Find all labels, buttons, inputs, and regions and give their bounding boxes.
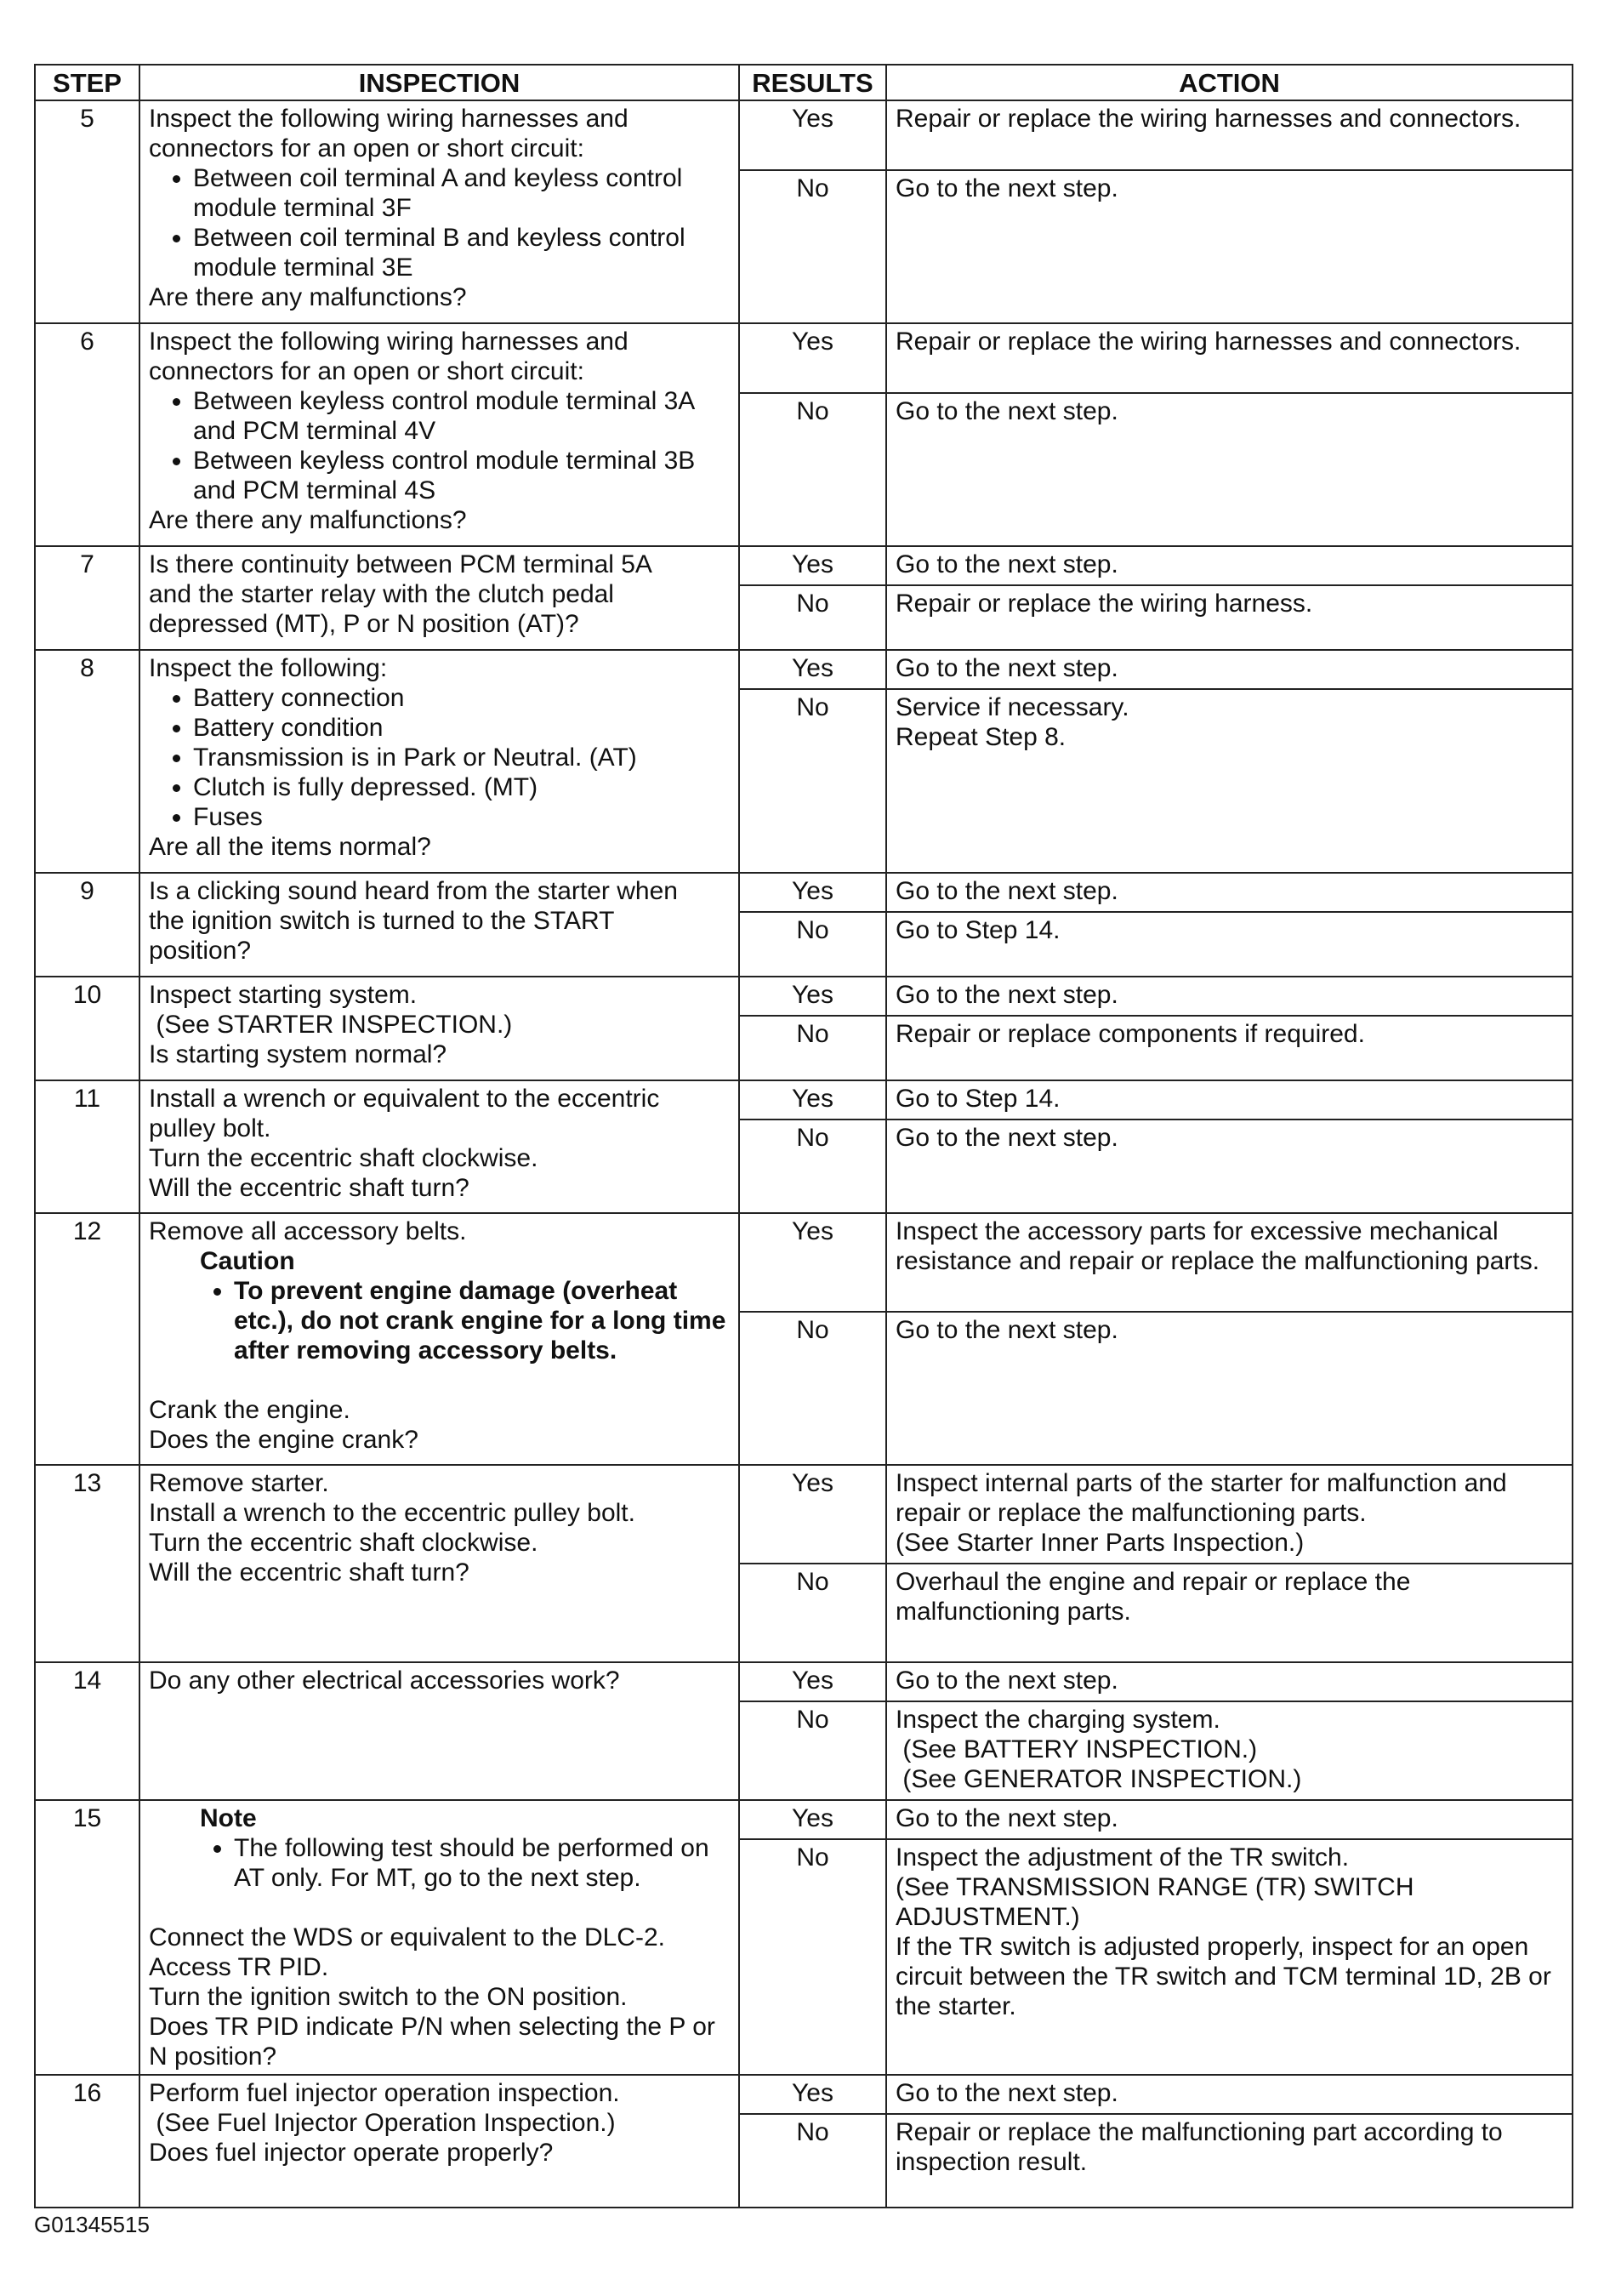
inspection-text: Inspect starting system. — [149, 981, 418, 1009]
caution-text: • To prevent engine damage (overheat etc.), do not crank engine for a long time after removing accessory belts. — [234, 1276, 730, 1365]
inspection-text: Inspect the following wiring harnesses and — [149, 105, 629, 133]
inspection-cell — [139, 1662, 739, 1800]
result-no: No — [739, 393, 886, 546]
table-row — [35, 1465, 1573, 1564]
table-row — [35, 650, 1573, 689]
result-no: No — [739, 1701, 886, 1800]
table-row — [35, 2075, 1573, 2114]
inspection-text: Remove starter. — [149, 1469, 329, 1497]
inspection-text: Inspect the following: — [149, 654, 388, 682]
table-header-row — [35, 65, 1573, 100]
step-number: 7 — [35, 546, 139, 650]
action-yes: Go to the next step. — [886, 546, 1573, 585]
inspection-bullet: • Between coil terminal A and keyless control module terminal 3F — [193, 163, 730, 223]
spacer — [149, 1893, 730, 1923]
step-number: 5 — [35, 100, 139, 323]
inspection-cell — [139, 650, 739, 873]
inspection-bullet: • Battery connection — [193, 683, 730, 713]
inspection-text: Install a wrench or equivalent to the eccentric — [149, 1085, 660, 1113]
inspection-text: the ignition switch is turned to the START — [149, 907, 615, 935]
action-yes: Go to the next step. — [886, 1662, 1573, 1701]
result-yes: Yes — [739, 1213, 886, 1312]
inspection-text: Remove all accessory belts. — [149, 1217, 467, 1245]
action-no: Go to the next step. — [886, 393, 1573, 546]
result-yes: Yes — [739, 323, 886, 393]
inspection-bullet: • Clutch is fully depressed. (MT) — [193, 772, 730, 802]
result-no: No — [739, 2114, 886, 2208]
result-no: No — [739, 1120, 886, 1213]
result-yes: Yes — [739, 1465, 886, 1564]
action-no: Repair or replace components if required. — [886, 1016, 1573, 1080]
action-yes: Repair or replace the wiring harnesses and connectors. — [886, 323, 1573, 393]
inspection-text: (See STARTER INSPECTION.) — [149, 1011, 513, 1039]
inspection-question: Does TR PID indicate P/N when selecting the P or N position? — [149, 2013, 715, 2071]
step-number: 16 — [35, 2075, 139, 2208]
action-text: (See GENERATOR INSPECTION.) — [896, 1765, 1302, 1793]
inspection-text: Will the eccentric shaft turn? — [149, 1174, 469, 1202]
inspection-bullet: • Battery condition — [193, 713, 730, 743]
inspection-text: depressed (MT), P or N position (AT)? — [149, 610, 579, 638]
action-text: Repeat Step 8. — [896, 723, 1066, 751]
table-row — [35, 873, 1573, 912]
result-no: No — [739, 689, 886, 873]
action-text: (See Starter Inner Parts Inspection.) — [896, 1529, 1305, 1557]
inspection-text: Turn the eccentric shaft clockwise. — [149, 1144, 538, 1172]
inspection-text: Access TR PID. — [149, 1953, 329, 1981]
result-no: No — [739, 170, 886, 323]
result-no: No — [739, 1564, 886, 1662]
table-row — [35, 323, 1573, 393]
result-yes: Yes — [739, 2075, 886, 2114]
result-yes: Yes — [739, 873, 886, 912]
result-yes: Yes — [739, 546, 886, 585]
header-action: ACTION — [886, 65, 1573, 100]
table-row — [35, 1800, 1573, 1839]
inspection-cell — [139, 1080, 739, 1213]
inspection-text: Inspect the following wiring harnesses and — [149, 328, 629, 356]
header-step: STEP — [35, 65, 139, 100]
inspection-question: Do any other electrical accessories work? — [149, 1666, 620, 1695]
diagnostic-table — [34, 64, 1573, 2208]
inspection-text: position? — [149, 937, 252, 965]
action-yes: Go to the next step. — [886, 873, 1573, 912]
result-no: No — [739, 912, 886, 977]
inspection-cell — [139, 873, 739, 977]
note-text: • The following test should be performed on AT only. For MT, go to the next step. — [234, 1833, 730, 1893]
inspection-cell — [139, 323, 739, 546]
table-row — [35, 1213, 1573, 1312]
inspection-text: Turn the eccentric shaft clockwise. — [149, 1529, 538, 1557]
step-number: 14 — [35, 1662, 139, 1800]
inspection-text: Crank the engine. — [149, 1396, 350, 1424]
table-row — [35, 977, 1573, 1016]
result-yes: Yes — [739, 1662, 886, 1701]
spacer — [149, 1365, 730, 1395]
figure-id: G01345515 — [34, 2212, 150, 2237]
step-number: 12 — [35, 1213, 139, 1465]
step-number: 8 — [35, 650, 139, 873]
action-text: (See TRANSMISSION RANGE (TR) SWITCH ADJUSTMENT.) — [896, 1873, 1414, 1932]
step-number: 9 — [35, 873, 139, 977]
action-no: Repair or replace the wiring harness. — [886, 585, 1573, 650]
table-row — [35, 1662, 1573, 1701]
action-yes: Inspect the accessory parts for excessive mechanical resistance and repair or replace the malfunctioning parts. — [886, 1213, 1573, 1312]
table-row — [35, 1080, 1573, 1120]
inspection-text: Install a wrench to the eccentric pulley bolt. — [149, 1499, 635, 1527]
action-yes: Go to Step 14. — [886, 1080, 1573, 1120]
action-no: Go to the next step. — [886, 1312, 1573, 1465]
result-yes: Yes — [739, 1800, 886, 1839]
action-no — [886, 1701, 1573, 1800]
step-number: 6 — [35, 323, 139, 546]
inspection-text: Perform fuel injector operation inspection. — [149, 2079, 620, 2107]
inspection-question: Does the engine crank? — [149, 1426, 418, 1454]
action-text: Inspect the adjustment of the TR switch. — [896, 1843, 1350, 1872]
result-yes: Yes — [739, 100, 886, 170]
inspection-question: Will the eccentric shaft turn? — [149, 1558, 469, 1587]
action-yes: Go to the next step. — [886, 650, 1573, 689]
result-no: No — [739, 1839, 886, 2075]
action-no: Repair or replace the malfunctioning part according to inspection result. — [886, 2114, 1573, 2208]
inspection-cell — [139, 2075, 739, 2208]
step-number: 10 — [35, 977, 139, 1080]
inspection-text: Turn the ignition switch to the ON position. — [149, 1983, 628, 2011]
step-number: 11 — [35, 1080, 139, 1213]
action-no: Go to the next step. — [886, 1120, 1573, 1213]
step-number: 13 — [35, 1465, 139, 1662]
action-no — [886, 1839, 1573, 2075]
inspection-cell — [139, 1465, 739, 1662]
result-no: No — [739, 1312, 886, 1465]
inspection-question: Are there any malfunctions? — [149, 506, 467, 534]
action-yes: Go to the next step. — [886, 2075, 1573, 2114]
action-text: Inspect internal parts of the starter for malfunction and repair or replace the malfunctioning parts. — [896, 1469, 1507, 1527]
inspection-bullet: • Between keyless control module terminal 3A and PCM terminal 4V — [193, 386, 730, 446]
action-no: Overhaul the engine and repair or replace the malfunctioning parts. — [886, 1564, 1573, 1662]
header-inspection: INSPECTION — [139, 65, 739, 100]
inspection-question: Does fuel injector operate properly? — [149, 2139, 554, 2167]
result-yes: Yes — [739, 1080, 886, 1120]
inspection-text: and the starter relay with the clutch pedal — [149, 580, 614, 608]
inspection-text: Is starting system normal? — [149, 1040, 447, 1068]
diagnostic-procedure-page — [34, 64, 1572, 2208]
step-number: 15 — [35, 1800, 139, 2075]
inspection-text: (See Fuel Injector Operation Inspection.) — [149, 2109, 616, 2137]
inspection-cell — [139, 977, 739, 1080]
inspection-question: Are all the items normal? — [149, 833, 431, 861]
inspection-text: Is there continuity between PCM terminal 5A — [149, 550, 652, 578]
inspection-text: Is a clicking sound heard from the starter when — [149, 877, 678, 905]
inspection-text: Connect the WDS or equivalent to the DLC-2. — [149, 1923, 665, 1951]
caution-label: Caution — [200, 1247, 295, 1275]
header-results: RESULTS — [739, 65, 886, 100]
action-no — [886, 689, 1573, 873]
action-no: Go to Step 14. — [886, 912, 1573, 977]
inspection-question: Are there any malfunctions? — [149, 283, 467, 311]
action-yes — [886, 1465, 1573, 1564]
action-no: Go to the next step. — [886, 170, 1573, 323]
result-no: No — [739, 1016, 886, 1080]
inspection-cell — [139, 1800, 739, 2075]
action-text: (See BATTERY INSPECTION.) — [896, 1735, 1258, 1763]
action-yes: Go to the next step. — [886, 1800, 1573, 1839]
inspection-text: pulley bolt. — [149, 1114, 271, 1142]
inspection-cell — [139, 546, 739, 650]
inspection-cell — [139, 100, 739, 323]
result-yes: Yes — [739, 977, 886, 1016]
inspection-cell — [139, 1213, 739, 1465]
inspection-text: connectors for an open or short circuit: — [149, 134, 584, 162]
inspection-text: connectors for an open or short circuit: — [149, 357, 584, 385]
action-text: Inspect the charging system. — [896, 1706, 1220, 1734]
inspection-bullet: • Between keyless control module terminal 3B and PCM terminal 4S — [193, 446, 730, 505]
action-yes: Repair or replace the wiring harnesses and connectors. — [886, 100, 1573, 170]
inspection-bullet: • Between coil terminal B and keyless control module terminal 3E — [193, 223, 730, 282]
result-no: No — [739, 585, 886, 650]
inspection-bullet: • Fuses — [193, 802, 730, 832]
inspection-bullet: • Transmission is in Park or Neutral. (AT) — [193, 743, 730, 772]
action-yes: Go to the next step. — [886, 977, 1573, 1016]
table-row — [35, 546, 1573, 585]
note-label: Note — [200, 1804, 257, 1832]
result-yes: Yes — [739, 650, 886, 689]
table-row — [35, 100, 1573, 170]
action-text: If the TR switch is adjusted properly, inspect for an open circuit between the TR switch and TCM terminal 1D, 2B or the starter. — [896, 1933, 1551, 2021]
action-text: Service if necessary. — [896, 693, 1129, 721]
